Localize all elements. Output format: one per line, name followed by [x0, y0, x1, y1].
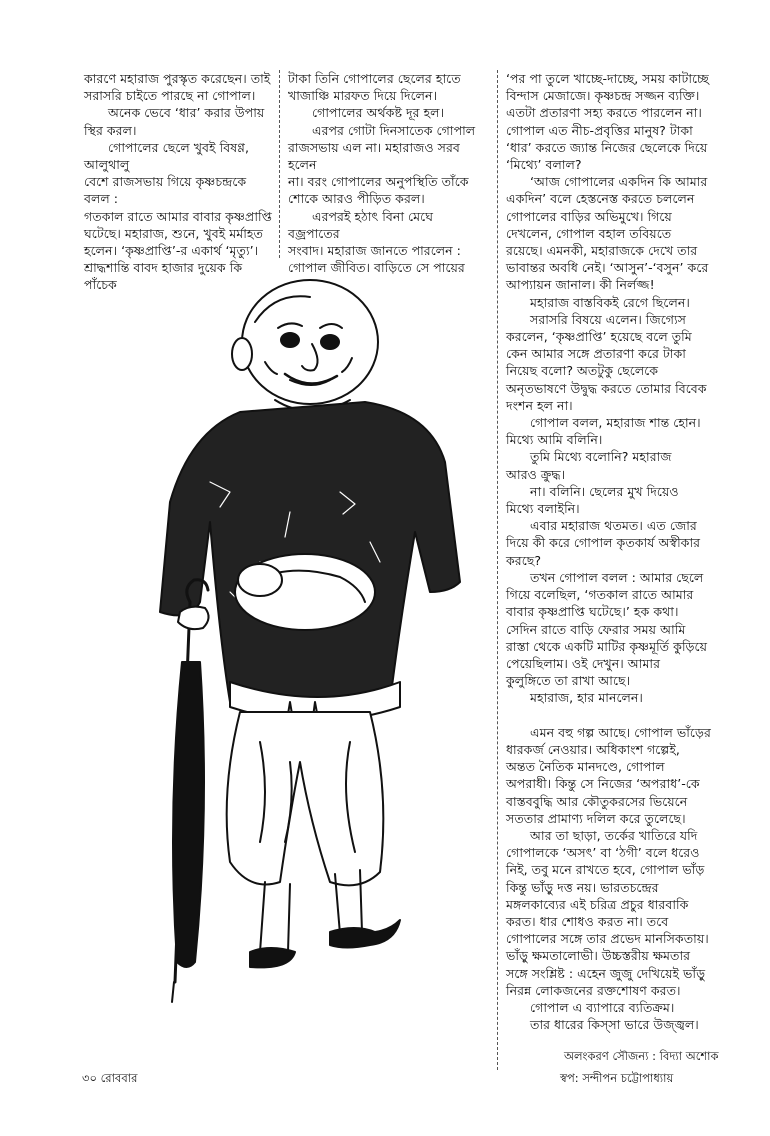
- text-line: মিথ্যে আমি বলিনি।: [506, 432, 603, 448]
- text-line: স্থির করল।: [84, 122, 137, 138]
- text-line: খাজাঞ্চি মারফত দিয়ে দিলেন।: [288, 88, 438, 104]
- text-line: কিন্তু ভাঁড়ু দত্ত নয়। ভারতচন্দ্রের: [506, 879, 659, 895]
- text-line: নিই, তবু মনে রাখতে হবে, গোপাল ভাঁড়: [506, 862, 705, 878]
- text-line: করছে?: [506, 552, 542, 568]
- page-folio: ৩০ রোববার: [82, 1071, 138, 1085]
- text-line: না। বরং গোপালের অনুপস্থিতি তাঁকে: [288, 174, 469, 190]
- text-line: গোপালের সঙ্গে তার প্রভেদ মানসিকতায়।: [506, 931, 709, 947]
- text-line: ভাঁড়ু ক্ষমতালোভী। উচ্চস্তরীয় ক্ষমতার: [506, 948, 691, 964]
- text-line: রাস্তা থেকে একটি মাটির কৃষ্ণমূর্তি কুড়িয়ে: [506, 638, 708, 654]
- text-line: সততার প্রামাণ্য দলিল করে তুলেছে।: [506, 810, 686, 826]
- text-line: একদিন’ বলে হেস্তনেস্ত করতে চললেন: [506, 191, 695, 207]
- text-line: গোপালের বাড়ির অভিমুখে। গিয়ে: [506, 208, 672, 224]
- text-line: পেয়েছিলাম। ওই দেখুন। আমার: [506, 655, 661, 671]
- text-line: টাকা তিনি গোপালের ছেলের হাতে: [288, 71, 461, 86]
- text-line: গোপালকে ‘অসৎ’ বা ‘ঠগী’ বলে ধরেও: [506, 845, 700, 861]
- text-line: ‘আজ গোপালের একদিন কি আমার: [530, 174, 708, 190]
- text-line: দিয়ে কী করে গোপাল কৃতকার্য অস্বীকার: [506, 535, 701, 551]
- text-line: গোপালের ছেলে খুবই বিষণ্ণ, আলুথালু: [84, 139, 249, 173]
- text-line: তুমি মিথ্যে বলোনি? মহারাজ: [530, 449, 672, 465]
- text-line: ‘ধার’ করতে জ্যান্ত নিজের ছেলেকে দিয়ে: [506, 139, 708, 155]
- text-line: সঙ্গে সংশ্লিষ্ট : এহেন জুজু দেখিয়েই ভাঁড়ু: [506, 965, 706, 981]
- text-column-2: [288, 70, 488, 276]
- text-line: দেখলেন, গোপাল বহাল তবিয়তে: [506, 225, 672, 241]
- text-line: অন্তত নৈতিক মানদণ্ডে, গোপাল: [506, 759, 665, 775]
- text-line: সরাসরি বিষয়ে এলেন। জিগ্যেস: [530, 311, 686, 327]
- text-line: আপ্যায়ন জানাল। কী নির্লজ্জ!: [506, 277, 655, 293]
- text-line: মিথ্যে বলাইনি।: [506, 501, 580, 517]
- text-line: ‘পর পা তুলে খাচ্ছে-দাচ্ছে, সময় কাটাচ্ছে: [506, 71, 709, 86]
- text-line: ভাবান্তর অবধি নেই। ‘আসুন’-‘বসুন’ করে: [506, 260, 709, 276]
- text-line: তার ধারের কিস্সা ভারে উজ্জ্বল।: [530, 1017, 699, 1033]
- text-line: মঙ্গলকাব্যের এই চরিত্র প্রচুর ধারবাকি: [506, 896, 689, 912]
- text-line: আরও ক্রুদ্ধ।: [506, 466, 566, 482]
- text-line: রাজসভায় এল না। মহারাজও সরব হলেন: [288, 139, 460, 173]
- text-line: মহারাজ, হার মানলেন।: [530, 690, 643, 706]
- text-line: সংবাদ। মহারাজ জানতে পারলেন :: [288, 243, 461, 259]
- gopal-bhar-illustration: [90, 262, 490, 1042]
- text-line: শ্রাদ্ধশান্তি বাবদ হাজার দুয়েক কি পাঁচেক: [84, 260, 243, 293]
- text-line: গোপাল বলল, মহারাজ শান্ত হোন।: [530, 415, 701, 431]
- illustration-credit: অলংকরণ সৌজন্য : বিদ্যা অশোক: [564, 1049, 719, 1063]
- text-line: ‘মিথ্যে’ বলাল?: [506, 157, 582, 173]
- text-line: গিয়ে বলেছিল, ‘গতকাল রাতে আমার: [506, 587, 694, 603]
- text-column-1: [84, 70, 272, 294]
- text-line: ঘটেছে। মহারাজ, শুনে, খুবই মর্মাহত: [84, 225, 263, 241]
- text-line: নিরন্ন লোকজনের রক্তশোষণ করত।: [506, 982, 681, 998]
- text-line: গোপাল এত নীচ-প্রবৃত্তির মানুষ? টাকা: [506, 122, 693, 138]
- text-line: অনৃতভাষণে উদ্বুদ্ধ করতে তোমার বিবেক: [506, 380, 707, 396]
- text-line: বাস্তববুদ্ধি আর কৌতুকরসের ভিয়েনে: [506, 793, 688, 809]
- text-line: হলেন। ‘কৃষ্ণপ্রাপ্তি’-র একার্থ ‘মৃত্যু’।: [84, 243, 259, 259]
- text-line: বিন্দাস মেজাজে। কৃষ্ণচন্দ্র সজ্জন ব্যক্তি।: [506, 88, 700, 104]
- text-line: মহারাজ বাস্তবিকই রেগে ছিলেন।: [530, 294, 690, 310]
- text-line: তখন গোপাল বলল : আমার ছেলে: [530, 569, 704, 585]
- text-column-3: [506, 70, 734, 1033]
- text-line: কুলুঙ্গিতে তা রাখা আছে।: [506, 673, 631, 689]
- text-line: শোকে আরও পীড়িত করল।: [288, 191, 425, 207]
- text-line: এরপরই হঠাৎ বিনা মেঘে বজ্রপাতের: [288, 208, 433, 241]
- text-line: করলেন, ‘কৃষ্ণপ্রাপ্তি’ হয়েছে বলে তুমি: [506, 329, 692, 345]
- text-line: এবার মহারাজ থতমত। এত জোর: [530, 518, 697, 534]
- column-divider-2: [497, 70, 498, 1070]
- text-line: না। বলিনি। ছেলের মুখ দিয়েও: [530, 483, 679, 499]
- text-line: বাবার কৃষ্ণপ্রাপ্তি ঘটেছে।’ হক কথা।: [506, 604, 679, 620]
- text-line: এমন বহু গল্প আছে। গোপাল ভাঁড়ের: [530, 724, 711, 740]
- text-line: গোপাল জীবিত। বাড়িতে সে পায়ের: [288, 260, 465, 276]
- text-line: কারণে মহারাজ পুরস্কৃত করেছেন। তাই: [84, 71, 271, 86]
- text-line: ধারকর্জ নেওয়ার। অধিকাংশ গল্পেই,: [506, 741, 680, 757]
- text-line: অপরাধী। কিন্তু সে নিজের ‘অপরাধ’-কে: [506, 776, 700, 792]
- text-line: অনেক ভেবে ‘ধার’ করার উপায়: [108, 105, 265, 121]
- text-line: এতটা প্রতারণা সহ্য করতে পারলেন না।: [506, 105, 702, 121]
- courtesy-credit: স্বপ: সন্দীপন চট্টোপাধ্যায়: [560, 1071, 674, 1085]
- text-line: সরাসরি চাইতে পারছে না গোপাল।: [84, 88, 256, 104]
- text-line: গোপাল এ ব্যাপারে ব্যতিক্রম।: [530, 999, 675, 1015]
- text-line: কেন আমার সঙ্গে প্রতারণা করে টাকা: [506, 346, 686, 362]
- text-line: নিয়েছ বলো? অতটুকু ছেলেকে: [506, 363, 659, 379]
- text-line: গতকাল রাতে আমার বাবার কৃষ্ণপ্রাপ্তি: [84, 208, 272, 224]
- text-line: [506, 707, 734, 724]
- text-line: বেশে রাজসভায় গিয়ে কৃষ্ণচন্দ্রকে বলল :: [84, 174, 247, 207]
- text-line: সেদিন রাতে বাড়ি ফেরার সময় আমি: [506, 621, 686, 637]
- text-line: গোপালের অর্থকষ্ট দূর হল।: [312, 105, 445, 121]
- column-divider-1: [279, 70, 280, 258]
- text-line: রয়েছে। এমনকী, মহারাজকে দেখে তার: [506, 243, 698, 259]
- text-line: আর তা ছাড়া, তর্কের খাতিরে যদি: [530, 827, 698, 843]
- text-line: দংশন হল না।: [506, 397, 573, 413]
- text-line: করত। ধার শোধও করত না। তবে: [506, 913, 669, 929]
- text-line: এরপর গোটা দিনসাতেক গোপাল: [312, 122, 476, 138]
